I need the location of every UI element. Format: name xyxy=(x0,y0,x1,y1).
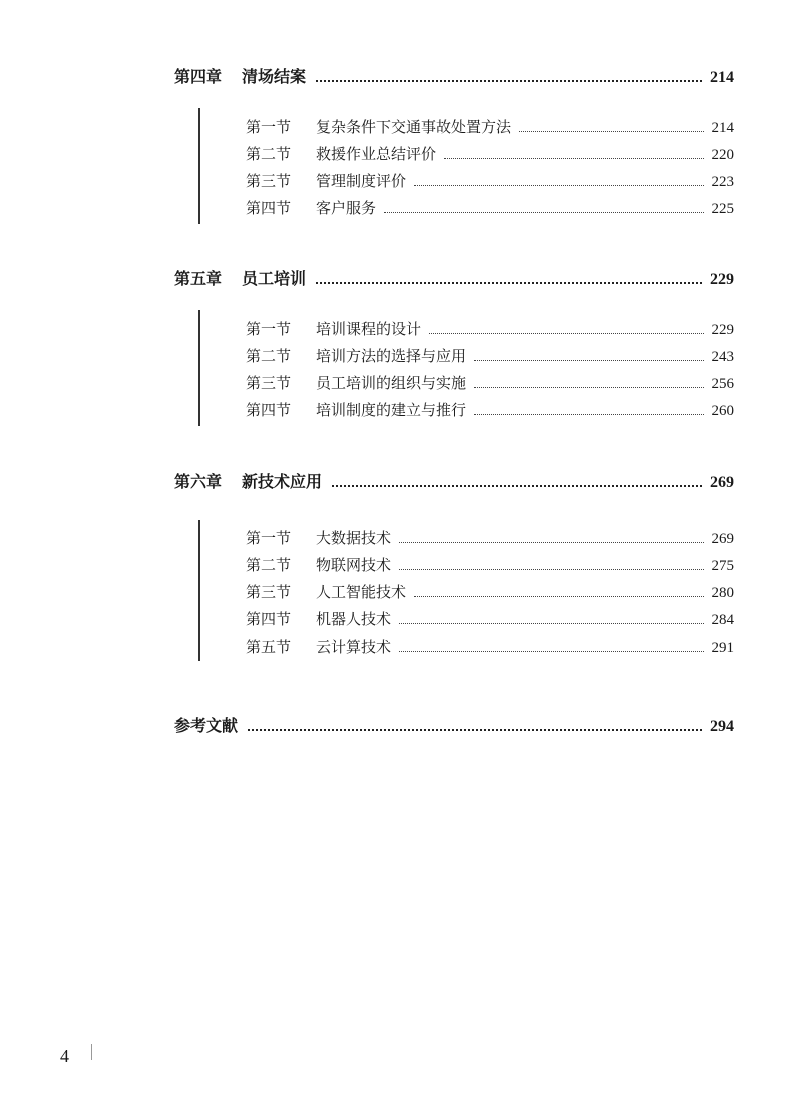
section-title: 复杂条件下交通事故处置方法 xyxy=(316,118,512,136)
section-title: 大数据技术 xyxy=(316,529,392,547)
chapter-title: 员工培训 xyxy=(242,269,307,288)
section-number: 第四节 xyxy=(246,610,292,628)
section-number: 第五节 xyxy=(246,638,292,656)
section-title: 云计算技术 xyxy=(316,638,392,656)
section-entry[interactable] xyxy=(246,636,734,657)
chapter-page-number: 214 xyxy=(710,69,734,86)
section-page-number: 260 xyxy=(711,403,734,419)
section-page-number: 269 xyxy=(711,531,734,547)
section-title: 员工培训的组织与实施 xyxy=(316,374,467,392)
references-entry[interactable] xyxy=(174,713,734,736)
dot-leader xyxy=(384,211,703,213)
section-entry[interactable] xyxy=(246,170,734,191)
dot-leader xyxy=(399,622,703,624)
dot-leader xyxy=(414,595,703,597)
chapter-page-number: 269 xyxy=(710,474,734,491)
dot-leader xyxy=(444,157,703,159)
chapter-entry[interactable] xyxy=(174,469,734,492)
dot-leader xyxy=(332,484,702,487)
section-title: 机器人技术 xyxy=(316,610,392,628)
dot-leader xyxy=(248,728,702,731)
section-title: 培训课程的设计 xyxy=(316,320,422,338)
section-group-bar xyxy=(198,108,200,224)
section-entry[interactable] xyxy=(246,116,734,137)
references-page-number: 294 xyxy=(710,718,734,735)
dot-leader xyxy=(414,184,703,186)
section-page-number: 225 xyxy=(711,201,734,217)
chapter-number: 第六章 xyxy=(174,472,223,491)
section-title: 人工智能技术 xyxy=(316,583,407,601)
dot-leader xyxy=(474,413,703,415)
dot-leader xyxy=(399,541,703,543)
dot-leader xyxy=(316,281,702,284)
section-group-bar xyxy=(198,310,200,426)
chapter-title: 新技术应用 xyxy=(242,472,323,491)
chapter-number: 第四章 xyxy=(174,67,223,86)
section-title: 物联网技术 xyxy=(316,556,392,574)
section-page-number: 275 xyxy=(711,558,734,574)
section-group-bar xyxy=(198,520,200,661)
section-entry[interactable] xyxy=(246,399,734,420)
page-number-divider xyxy=(91,1044,92,1060)
section-number: 第三节 xyxy=(246,172,292,190)
dot-leader xyxy=(474,359,703,361)
section-title: 培训方法的选择与应用 xyxy=(316,347,467,365)
section-title: 管理制度评价 xyxy=(316,172,407,190)
page-number: 4 xyxy=(60,1046,69,1066)
section-entry[interactable] xyxy=(246,143,734,164)
section-number: 第一节 xyxy=(246,320,292,338)
section-page-number: 291 xyxy=(711,640,734,656)
dot-leader xyxy=(429,332,703,334)
chapter-page-number: 229 xyxy=(710,271,734,288)
section-page-number: 229 xyxy=(711,322,734,338)
section-number: 第一节 xyxy=(246,529,292,547)
section-entry[interactable] xyxy=(246,318,734,339)
chapter-title: 清场结案 xyxy=(242,67,307,86)
section-entry[interactable] xyxy=(246,197,734,218)
section-entry[interactable] xyxy=(246,581,734,602)
section-page-number: 223 xyxy=(711,174,734,190)
dot-leader xyxy=(316,79,702,82)
section-page-number: 284 xyxy=(711,612,734,628)
section-number: 第四节 xyxy=(246,401,292,419)
chapter-entry[interactable] xyxy=(174,266,734,289)
dot-leader xyxy=(399,568,703,570)
chapter-number: 第五章 xyxy=(174,269,223,288)
section-entry[interactable] xyxy=(246,608,734,629)
section-entry[interactable] xyxy=(246,527,734,548)
section-number: 第三节 xyxy=(246,374,292,392)
section-title: 培训制度的建立与推行 xyxy=(316,401,467,419)
section-number: 第一节 xyxy=(246,118,292,136)
dot-leader xyxy=(474,386,703,388)
section-page-number: 243 xyxy=(711,349,734,365)
section-number: 第二节 xyxy=(246,556,292,574)
section-entry[interactable] xyxy=(246,372,734,393)
section-page-number: 256 xyxy=(711,376,734,392)
section-page-number: 280 xyxy=(711,585,734,601)
section-number: 第二节 xyxy=(246,145,292,163)
section-number: 第四节 xyxy=(246,199,292,217)
section-entry[interactable] xyxy=(246,345,734,366)
references-title: 参考文献 xyxy=(174,716,239,735)
section-page-number: 220 xyxy=(711,147,734,163)
dot-leader xyxy=(519,130,703,132)
dot-leader xyxy=(399,650,703,652)
section-title: 客户服务 xyxy=(316,199,377,217)
chapter-entry[interactable] xyxy=(174,64,734,87)
section-title: 救援作业总结评价 xyxy=(316,145,437,163)
section-number: 第二节 xyxy=(246,347,292,365)
section-number: 第三节 xyxy=(246,583,292,601)
section-page-number: 214 xyxy=(711,120,734,136)
section-entry[interactable] xyxy=(246,554,734,575)
